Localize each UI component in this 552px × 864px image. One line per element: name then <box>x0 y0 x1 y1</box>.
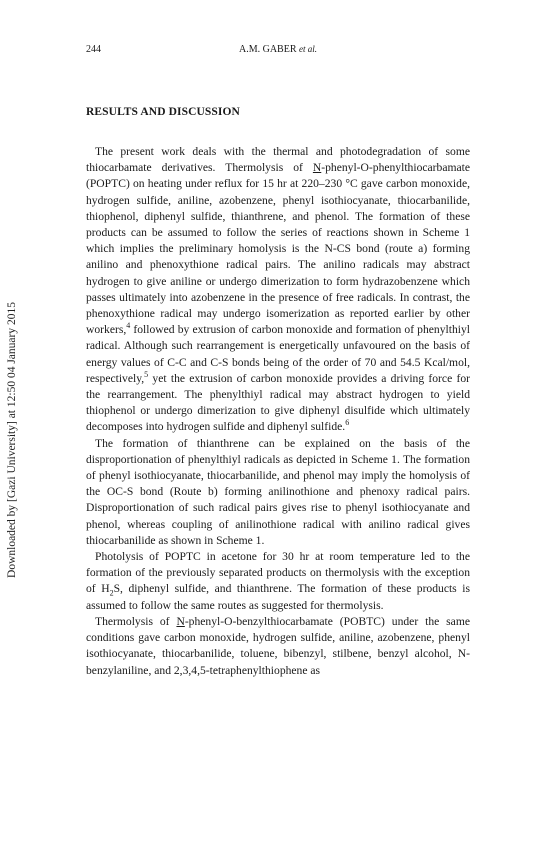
p4-text-1: Thermolysis of <box>95 614 177 628</box>
running-author: A.M. GABER <box>238 44 297 55</box>
paragraph-1 <box>86 144 470 436</box>
watermark-text: Downloaded by [Gazi University] at 12:50 04 January 2015 <box>6 302 18 578</box>
article-body <box>86 144 470 679</box>
p1-text-4: yet the extrusion of carbon monoxide provides a driving force for the rearrangement. The phenylthiyl radical may abstract hydrogen to yield thiophenol or undergo dimerization to give diphenyl disulfide which ultimately decomposes into hydrogen sulfide and diphenyl sulfide. <box>86 371 470 434</box>
ref-6[interactable]: 6 <box>345 418 350 428</box>
p1-text-1: The present work deals with the thermal and photodegradation of some thiocarbamate derivatives. Thermolysis of <box>86 145 470 175</box>
p1-text-2: -phenyl-O-phenylthiocarbamate (POPTC) on heating under reflux for 15 hr at 220–230 °C gave carbon monoxide, hydrogen sulfide, aniline, azobenzene, phenyl isothiocyanate, thiocarbanilide, thiophenol, diphenyl sulfide, thianthrene, and phenol. The formation of these products can be assumed to follow the series of reactions shown in Scheme 1 which implies the preliminary homolysis is the N-CS bond (route a) forming anilino and phenoxythione radical pairs. The anilino radicals may abstract hydrogen to give aniline or undergo dimerization to form hydrazobenzene which passes ultimately into azobenzene in the presence of free radicals. In contrast, the phenoxythione radical may undergo isomerization as reported earlier by other workers, <box>86 161 470 337</box>
ref-4[interactable]: 4 <box>126 321 131 331</box>
p4-text-2: -phenyl-O-benzylthiocarbamate (POBTC) under the same conditions gave carbon monoxide, hydrogen sulfide, aniline, azobenzene, phenyl isothiocyanate, thiocarbanilide, toluene, bibenzyl, stilbene, benzyl alcohol, N-benzylaniline, and 2,3,4,5-tetraphenylthiophene as <box>86 614 470 677</box>
running-etal: et al. <box>299 44 317 54</box>
running-head <box>86 44 470 55</box>
p1-n-prefix: N <box>312 161 322 175</box>
paragraph-2: The formation of thianthrene can be explained on the basis of the disproportionation of phenylthiyl radicals as depicted in Scheme 1. The formation of phenyl isothiocyanate, thiocarbanilide, and phenol may imply the homolysis of the OC-S bond (Route b) forming anilinothione and phenoxy radical pairs. Disproportionation of such radical pairs gives rise to phenyl isothiocyanate and phenol, whereas coupling of anilinothione radical with anilino radical gives thiocarbanilide as shown in Scheme 1. <box>86 436 470 547</box>
download-watermark <box>2 240 22 640</box>
section-heading: RESULTS AND DISCUSSION <box>86 106 240 118</box>
paragraph-4 <box>86 614 470 679</box>
h2s-subscript: 2 <box>109 588 114 598</box>
p3-text-1: Photolysis of POPTC in acetone for 30 hr at room temperature led to the formation of the previously separated products on thermolysis with the exception of H <box>86 550 470 596</box>
p1-text-3: followed by extrusion of carbon monoxide and formation of phenylthiyl radical. Although such rearrangement is energetically unfavoured on the basis of energy values of C-C and C-S bonds being of the order of 70 and 54.5 Kcal/mol, respectively, <box>86 323 470 385</box>
p4-n-prefix: N <box>176 614 185 628</box>
p3-text-2: S, diphenyl sulfide, and thianthrene. The formation of these products is assumed to follow the same routes as suggested for thermolysis. <box>86 582 470 612</box>
page-header <box>86 44 470 60</box>
page-number: 244 <box>86 44 101 55</box>
ref-5[interactable]: 5 <box>144 369 149 379</box>
paragraph-3 <box>86 549 470 614</box>
